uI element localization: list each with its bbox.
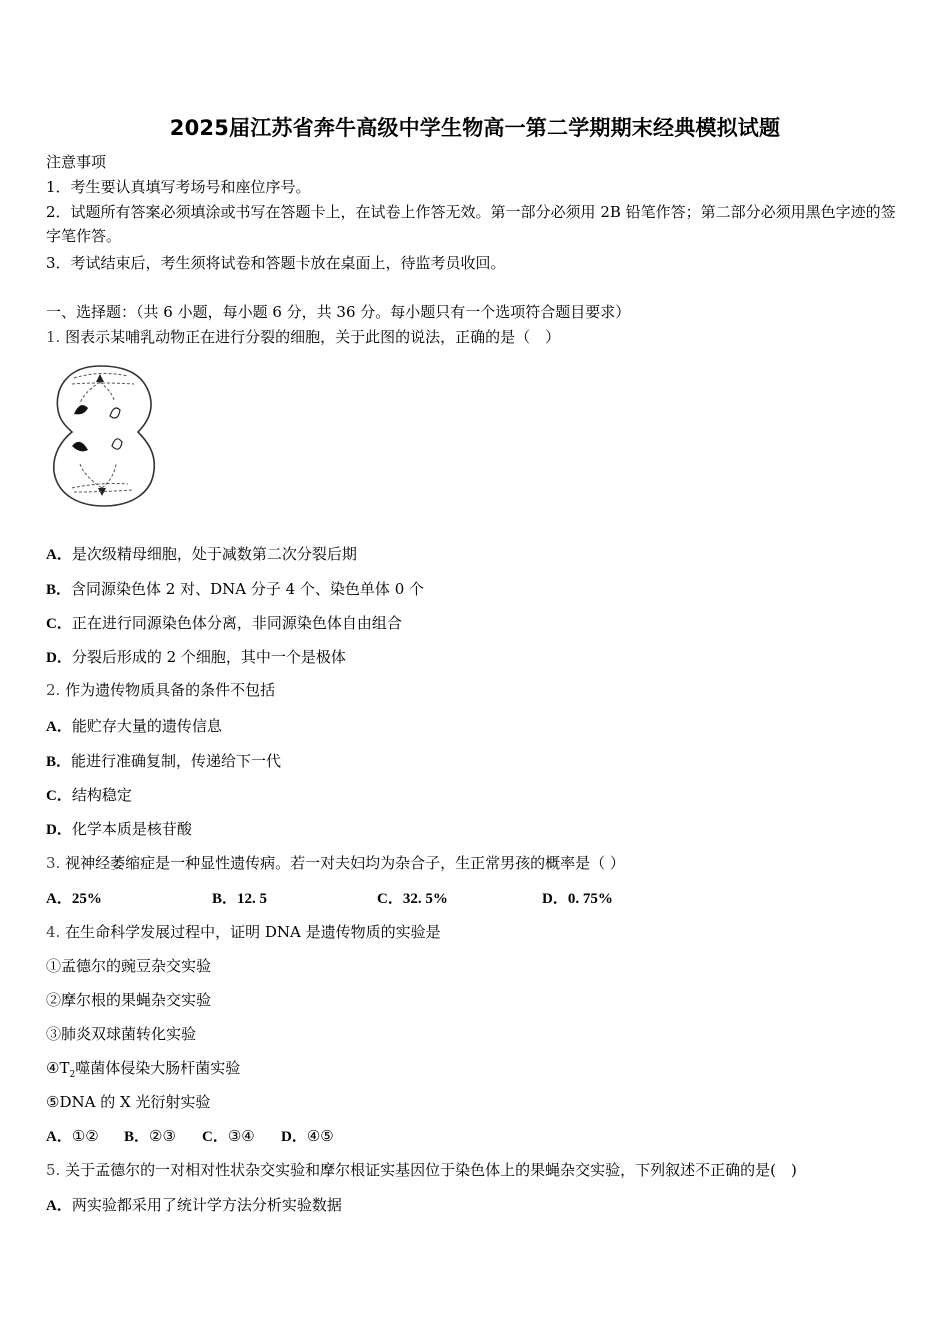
- question-number: 4.: [46, 923, 61, 941]
- option[interactable]: C．正在进行同源染色体分离，非同源染色体自由组合: [46, 614, 402, 632]
- option[interactable]: B．含同源染色体 2 对、DNA 分子 4 个、染色单体 0 个: [46, 580, 425, 598]
- option[interactable]: A．能贮存大量的遗传信息: [46, 717, 222, 735]
- question-text: 图表示某哺乳动物正在进行分裂的细胞，关于此图的说法，正确的是（ ）: [65, 328, 561, 346]
- option[interactable]: B．12. 5: [212, 891, 268, 907]
- section-heading: 一、选择题：（共 6 小题，每小题 6 分，共 36 分。每小题只有一个选项符合题目要求）: [46, 303, 631, 321]
- option[interactable]: C．结构稳定: [46, 786, 132, 804]
- option[interactable]: C．32. 5%: [377, 891, 448, 907]
- question-text: 作为遗传物质具备的条件不包括: [65, 681, 276, 699]
- option[interactable]: B．能进行准确复制，传递给下一代: [46, 752, 282, 770]
- question-number: 5.: [46, 1161, 61, 1179]
- notice-heading: 注意事项: [46, 153, 107, 171]
- cell-division-figure: [48, 360, 160, 510]
- question-stem: [46, 853, 625, 873]
- notice-item: 1．考生要认真填写考场号和座位序号。: [46, 178, 311, 196]
- option[interactable]: A．是次级精母细胞，处于减数第二次分裂后期: [46, 545, 357, 563]
- option[interactable]: D．分裂后形成的 2 个细胞，其中一个是极体: [46, 648, 346, 666]
- question-stem: [46, 922, 441, 942]
- option[interactable]: A．25%: [46, 891, 102, 907]
- question-stem: [46, 1160, 797, 1180]
- statement-item: ⑤DNA 的 X 光衍射实验: [46, 1093, 211, 1111]
- question-text: 视神经萎缩症是一种显性遗传病。若一对夫妇均为杂合子，生正常男孩的概率是（ ）: [65, 854, 625, 872]
- option[interactable]: D．0. 75%: [542, 891, 613, 907]
- statement-item: ①孟德尔的豌豆杂交实验: [46, 957, 212, 975]
- option[interactable]: D．化学本质是核苷酸: [46, 820, 192, 838]
- statement-item: ③肺炎双球菌转化实验: [46, 1025, 197, 1043]
- page-title: 2025届江苏省奔牛高级中学生物高一第二学期期末经典模拟试题: [169, 116, 781, 140]
- statement-item: ②摩尔根的果蝇杂交实验: [46, 991, 212, 1009]
- question-number: 2.: [46, 681, 61, 699]
- question-number: 3.: [46, 854, 61, 872]
- statement-item: $④T_2$噬菌体侵染大肠杆菌实验: [46, 1059, 241, 1080]
- notice-item: 2．试题所有答案必须填涂或书写在答题卡上，在试卷上作答无效。第一部分必须用 2B 铅笔作答；第二部分必须用黑色字迹的签字笔作答。: [46, 203, 896, 245]
- option[interactable]: A．①②: [46, 1127, 99, 1145]
- question-text: 关于孟德尔的一对相对性状杂交实验和摩尔根证实基因位于染色体上的果蝇杂交实验，下列叙述不正确的是( ): [65, 1161, 797, 1179]
- question-stem: [46, 680, 275, 700]
- question-text: 在生命科学发展过程中，证明 DNA 是遗传物质的实验是: [65, 923, 441, 941]
- question-stem: [46, 327, 560, 347]
- notice-item: 3．考试结束后，考生须将试卷和答题卡放在桌面上，待监考员收回。: [46, 254, 506, 272]
- option[interactable]: D．④⑤: [281, 1127, 334, 1145]
- option[interactable]: C．③④: [202, 1127, 255, 1145]
- option[interactable]: B．②③: [124, 1127, 176, 1145]
- option[interactable]: A．两实验都采用了统计学方法分析实验数据: [46, 1196, 342, 1214]
- question-number: 1.: [46, 328, 61, 346]
